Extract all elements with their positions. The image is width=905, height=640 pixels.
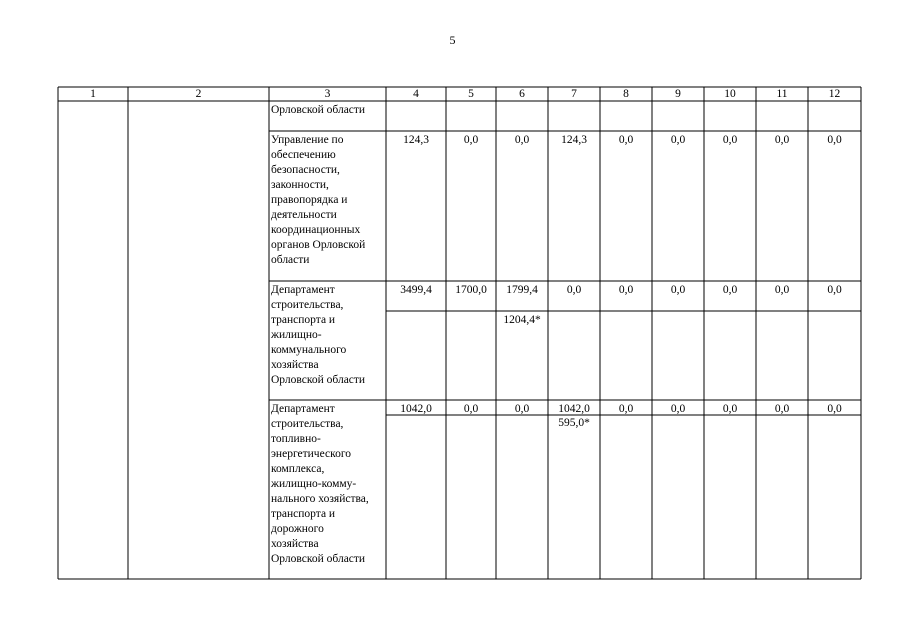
row-3-col-4: 1042,0 [400, 403, 432, 415]
row-2-col-8: 0,0 [618, 284, 634, 296]
row-2-col-9: 0,0 [670, 284, 686, 296]
header-col-12: 12 [828, 88, 841, 100]
desc-line: нального хозяйства, [271, 493, 369, 505]
desc-line: Управление по [271, 134, 344, 146]
desc-line: координационных [271, 224, 361, 236]
row-2-col-11: 0,0 [774, 284, 790, 296]
row-1-col-10: 0,0 [722, 134, 738, 146]
desc-line: деятельности [271, 209, 337, 221]
row-1-col-11: 0,0 [774, 134, 790, 146]
desc-line: строительства, [271, 299, 344, 311]
desc-line: транспорта и [271, 314, 336, 326]
header-col-6: 6 [519, 88, 525, 100]
row-2-col-12: 0,0 [827, 284, 842, 296]
header-col-5: 5 [468, 88, 474, 100]
desc-line: коммунального [271, 344, 347, 356]
row-1-col-5: 0,0 [463, 134, 479, 146]
header-col-9: 9 [675, 88, 681, 100]
row-1-col-9: 0,0 [670, 134, 686, 146]
header-col-3: 3 [324, 88, 331, 100]
header-col-11: 11 [776, 88, 788, 100]
header-col-8: 8 [623, 88, 629, 100]
desc-line: органов Орловской [271, 239, 366, 251]
row-2-col-5: 1700,0 [455, 284, 487, 296]
row-1-col-7: 124,3 [561, 134, 587, 146]
row-2-col-10: 0,0 [722, 284, 738, 296]
row-3-col-6: 0,0 [514, 403, 530, 415]
row-1-col-12: 0,0 [827, 134, 842, 146]
desc-line: области [271, 254, 310, 266]
row-3-description [271, 402, 386, 567]
row-2-col-6: 1799,4 [506, 284, 538, 296]
desc-line: хозяйства [271, 359, 319, 371]
header-col-7: 7 [571, 88, 577, 100]
row-2-col-7: 0,0 [566, 284, 582, 296]
desc-line: законности, [271, 179, 329, 191]
row-1-description [271, 133, 386, 268]
header-col-1: 1 [90, 88, 96, 100]
header-col-2: 2 [195, 88, 202, 100]
desc-line: правопорядка и [271, 194, 348, 206]
desc-line: жилищно-комму- [271, 478, 357, 490]
row-3-col-5: 0,0 [463, 403, 479, 415]
page-number: 5 [449, 33, 456, 47]
row-2-col-4: 3499,4 [400, 284, 432, 296]
row-3-col-12: 0,0 [827, 403, 842, 415]
row-3-col-7-extra: 595,0* [558, 417, 590, 429]
desc-line: топливно- [271, 433, 321, 445]
desc-line: строительства, [271, 418, 344, 430]
desc-line: транспорта и [271, 508, 336, 520]
row-1-col-4: 124,3 [403, 134, 429, 146]
header-col-10: 10 [724, 88, 736, 100]
row-3-col-8: 0,0 [618, 403, 634, 415]
desc-line: жилищно- [271, 329, 322, 341]
desc-line: хозяйства [271, 538, 319, 550]
row-3-col-9: 0,0 [670, 403, 686, 415]
desc-line: комплекса, [271, 463, 325, 475]
desc-line: дорожного [271, 523, 324, 535]
desc-line: Орловской области [271, 553, 366, 565]
desc-line: Департамент [271, 284, 335, 296]
header-col-4: 4 [413, 88, 419, 100]
row-1-col-8: 0,0 [618, 134, 634, 146]
row-1-col-6: 0,0 [514, 134, 530, 146]
row-2-description [271, 283, 386, 388]
desc-line: Орловской области [271, 104, 366, 116]
desc-line: Орловской области [271, 374, 366, 386]
desc-line: Департамент [271, 403, 335, 415]
row-2-col-6-extra: 1204,4* [503, 314, 541, 326]
desc-line: безопасности, [271, 164, 340, 176]
row-3-col-7: 1042,0 [558, 403, 590, 415]
desc-line: обеспечению [271, 149, 336, 161]
row-3-col-11: 0,0 [774, 403, 790, 415]
row-3-col-10: 0,0 [722, 403, 738, 415]
row-0-description [271, 103, 386, 118]
desc-line: энергетического [271, 448, 352, 460]
